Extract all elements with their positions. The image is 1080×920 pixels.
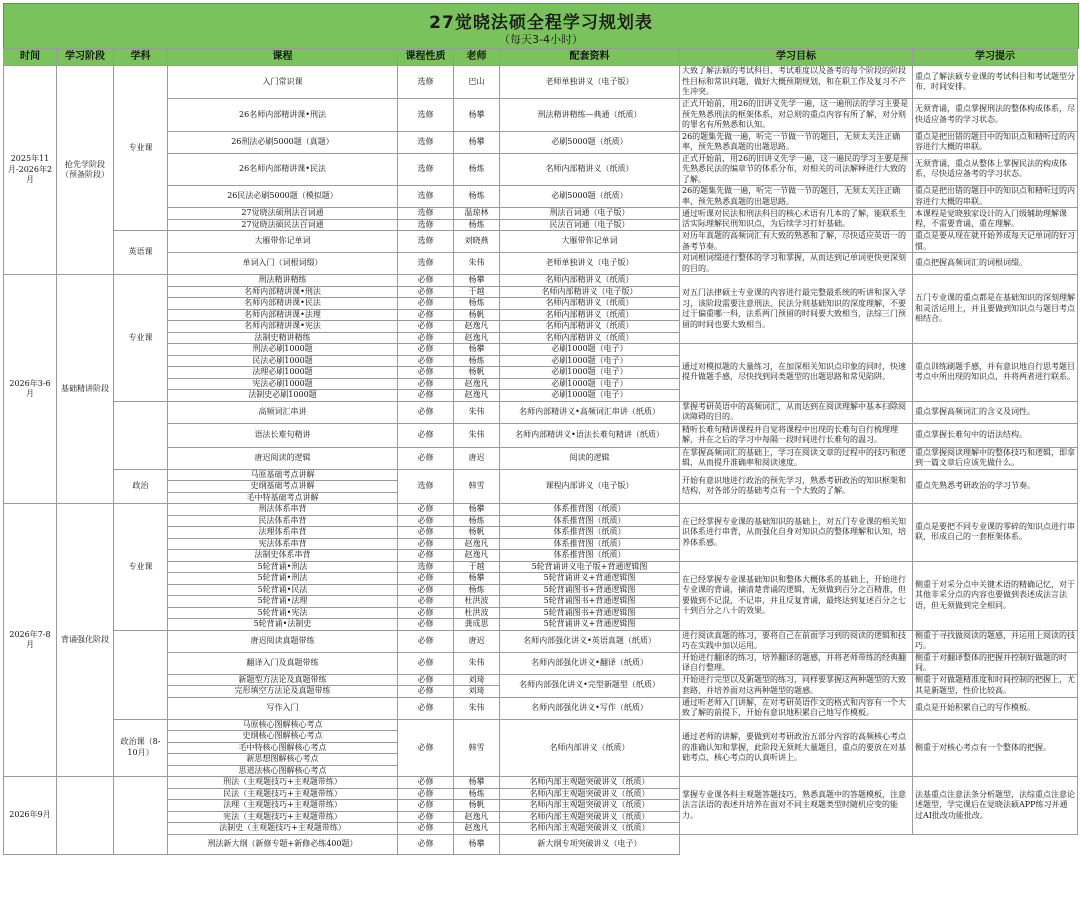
table-row <box>4 777 1078 789</box>
course-cell: 5轮背诵•刑法 <box>168 573 398 585</box>
table-row <box>4 275 1078 287</box>
goal-cell: 对五门法律硕士专业课的内容进行最完整最系统的听讲和深入学习，该阶段需要注意刑法、民法分则基础知识的深度理解，不要过于偏重哪一科，法系两门预留的时间要大致相当，法综三门预留的时间也要大致相当。 <box>680 275 913 344</box>
nature-cell: 必修 <box>398 401 454 423</box>
material-cell: 名师内部强化讲义•写作（纸质） <box>500 697 680 719</box>
course-cell: 刑法精讲精练 <box>168 275 398 287</box>
course-cell: 宪法（主观题技巧+主观题带练） <box>168 811 398 823</box>
nature-cell: 选修 <box>398 561 454 573</box>
material-cell: 名师内部精讲义•语法长难句精讲（纸质） <box>500 423 680 447</box>
tip-cell: 重点把握高频词汇的词根词缀。 <box>913 253 1078 275</box>
course-cell: 入门常识课 <box>168 66 398 99</box>
phase-stage-cell: 抢先学阶段（预备阶段） <box>57 66 114 275</box>
course-cell: 刑法（主观题技巧+主观题带练） <box>168 777 398 789</box>
goal-cell: 在已经掌握专业课的基础知识的基础上，对五门专业课的相关知识体系进行串背，从而强化自身对知识点的整体理解和认知，培养体系感。 <box>680 504 913 562</box>
nature-cell: 必修 <box>398 834 454 854</box>
course-cell: 宪法体系串背 <box>168 538 398 550</box>
teacher-cell: 杨攀 <box>454 344 500 356</box>
teacher-cell: 温琼林 <box>454 208 500 220</box>
material-cell: 必刷1000题（电子） <box>500 355 680 367</box>
goal-cell: 对历年真题的高频词汇有大致的熟悉和了解，尽快适应英语一的备考节奏。 <box>680 231 913 253</box>
teacher-cell: 杨攀 <box>454 777 500 789</box>
page-header <box>3 3 1079 49</box>
material-cell: 名师内部主观题突破讲义（纸质） <box>500 788 680 800</box>
nature-cell: 必修 <box>398 777 454 789</box>
course-cell: 名师内部精讲课•民法 <box>168 298 398 310</box>
tip-cell: 重点了解法硕专业课的考试科目和考试题型分布、时间安排。 <box>913 66 1078 99</box>
nature-cell: 必修 <box>398 674 454 686</box>
material-cell: 民法百词通（电子版） <box>500 219 680 231</box>
tip-cell: 侧重于寻找做阅读的题感，并运用上阅读的技巧。 <box>913 630 1078 652</box>
nature-cell: 必修 <box>398 630 454 652</box>
subject-cell: 政治课（8-10月） <box>114 719 168 777</box>
nature-cell: 必修 <box>398 515 454 527</box>
nature-cell: 必修 <box>398 607 454 619</box>
nature-cell: 必修 <box>398 367 454 379</box>
material-cell: 名师内部主观题突破讲义（纸质） <box>500 823 680 835</box>
teacher-cell: 唐迟 <box>454 447 500 469</box>
teacher-cell: 刘琦 <box>454 686 500 698</box>
tip-cell: 重点先熟悉考研政治的学习节奏。 <box>913 469 1078 504</box>
course-cell: 法制史体系串背 <box>168 550 398 562</box>
course-cell: 唐迟阅读真题带练 <box>168 630 398 652</box>
course-cell: 5轮背诵•刑法 <box>168 561 398 573</box>
teacher-cell: 赵逸凡 <box>454 378 500 390</box>
teacher-cell: 赵逸凡 <box>454 823 500 835</box>
nature-cell: 必修 <box>398 686 454 698</box>
course-cell: 27觉晓法硕民法百词通 <box>168 219 398 231</box>
goal-cell: 通过老师的讲解，要做到对考研政治五部分内容的高频核心考点的准确认知和掌握，此阶段无须耗大量题目，重点的要放在对基础考点、核心考点的认真听讲上。 <box>680 719 913 777</box>
tip-cell: 五门专业课的重点都是在基础知识的深刻理解和灵活运用上，并且要做到知识点与题目考点相结合。 <box>913 275 1078 344</box>
subject-cell: 英语课 <box>114 231 168 275</box>
course-cell: 5轮背诵•法理 <box>168 596 398 608</box>
goal-cell: 26的题集先做一遍，听完一节做一节的题目，无须太关注正确率，预先熟悉真题的出题思路。 <box>680 131 913 153</box>
course-cell: 毛中特基础考点讲解 <box>168 492 398 504</box>
nature-cell: 必修 <box>398 527 454 539</box>
goal-cell: 进行阅读真题的练习，要将自己在前面学习到的阅读的逻辑和技巧在实践中加以运用。 <box>680 630 913 652</box>
teacher-cell: 巴山 <box>454 66 500 99</box>
teacher-cell: 杨攀 <box>454 131 500 153</box>
column-header-course: 课程 <box>168 49 398 66</box>
material-cell: 必刷5000题（纸质） <box>500 186 680 208</box>
course-cell: 单词入门（词根词缀） <box>168 253 398 275</box>
subject-cell <box>114 777 168 855</box>
teacher-cell: 杜洪波 <box>454 596 500 608</box>
material-cell: 5轮背诵图书+背通逻辑图 <box>500 596 680 608</box>
course-cell: 5轮背诵•民法 <box>168 584 398 596</box>
material-cell: 名师内部主观题突破讲义（纸质） <box>500 777 680 789</box>
goal-cell: 通过听老师入门讲解，在对考研英语作文的格式和内容有一个大致了解的前提下，开始有意识地积累自己地写作模板。 <box>680 697 913 719</box>
material-cell: 名师内部精讲义（纸质） <box>500 321 680 333</box>
course-cell: 宪法必刷1000题 <box>168 378 398 390</box>
nature-cell: 必修 <box>398 309 454 321</box>
nature-cell: 选修 <box>398 208 454 220</box>
nature-cell: 必修 <box>398 584 454 596</box>
material-cell: 体系推背图（纸质） <box>500 504 680 516</box>
material-cell: 名师内部精讲义（纸质） <box>500 275 680 287</box>
table-row <box>4 630 1078 652</box>
teacher-cell: 杨帆 <box>454 527 500 539</box>
nature-cell: 必修 <box>398 378 454 390</box>
course-cell: 马原基础考点讲解 <box>168 469 398 481</box>
subject-cell: 政治 <box>114 469 168 504</box>
teacher-cell: 赵逸凡 <box>454 390 500 402</box>
tip-cell: 侧重于对做题精准度和时间控制的把握上，尤其是新题型，性价比较高。 <box>913 674 1078 697</box>
course-cell: 名师内部精讲课•宪法 <box>168 321 398 333</box>
course-cell: 写作入门 <box>168 697 398 719</box>
nature-cell: 必修 <box>398 423 454 447</box>
course-cell: 名师内部精讲课•法理 <box>168 309 398 321</box>
course-cell: 26刑法必刷5000题（真题） <box>168 131 398 153</box>
column-header-time: 时间 <box>4 49 57 66</box>
nature-cell: 必修 <box>398 596 454 608</box>
nature-cell: 必修 <box>398 275 454 287</box>
material-cell: 名师内部精讲义（纸质） <box>500 153 680 186</box>
tip-cell: 侧重于对核心考点有一个整体的把握。 <box>913 719 1078 777</box>
column-header-stage: 学习阶段 <box>57 49 114 66</box>
table-row <box>4 719 1078 731</box>
tip-cell: 本课程是觉晓独家设计的入门级辅助理解课程，不需要背诵，重在理解。 <box>913 208 1078 231</box>
material-cell: 名师内部精讲义（电子版） <box>500 286 680 298</box>
goal-cell: 掌握考研英语中的高频词汇，从而达到在阅读理解中基本扫除阅读障碍的目的。 <box>680 401 913 423</box>
nature-cell: 选修 <box>398 253 454 275</box>
course-cell: 名师内部精讲课•刑法 <box>168 286 398 298</box>
course-cell: 大雁带你记单词 <box>168 231 398 253</box>
material-cell: 体系推背图（纸质） <box>500 550 680 562</box>
course-cell: 26名师内部精讲课•刑法 <box>168 99 398 132</box>
material-cell: 5轮背诵讲义+背通逻辑图 <box>500 619 680 631</box>
goal-cell: 26的题集先做一遍，听完一节做一节的题目，无须太关注正确率，预先熟悉真题的出题思路。 <box>680 186 913 208</box>
course-cell: 语法长难句精讲 <box>168 423 398 447</box>
tip-cell: 重点是要从现在就开始养成每天记单词的好习惯。 <box>913 231 1078 253</box>
goal-cell: 在掌握高频词汇的基础上，学习在阅读文章的过程中的技巧和逻辑，从而提升准确率和阅读速度。 <box>680 447 913 469</box>
table-row <box>4 469 1078 481</box>
course-cell: 法制史（主观题技巧+主观题带练） <box>168 823 398 835</box>
nature-cell: 选修 <box>398 153 454 186</box>
course-cell: 5轮背诵•法制史 <box>168 619 398 631</box>
column-header-subject: 学科 <box>114 49 168 66</box>
teacher-cell: 朱伟 <box>454 401 500 423</box>
course-cell: 史纲核心图解核心考点 <box>168 731 398 743</box>
material-cell: 5轮背诵讲义电子版+背通逻辑图 <box>500 561 680 573</box>
teacher-cell: 杨炼 <box>454 186 500 208</box>
course-cell: 民法（主观题技巧+主观题带练） <box>168 788 398 800</box>
course-cell: 26名师内部精讲课•民法 <box>168 153 398 186</box>
nature-cell: 必修 <box>398 321 454 333</box>
tip-cell: 重点是把出错的题目中的知识点和精听过的内容进行大概的串联。 <box>913 131 1078 153</box>
goal-cell: 开始进行翻译的练习，培养翻译的题感，并将老师带练的经典翻译自行整理。 <box>680 652 913 674</box>
nature-cell: 选修 <box>398 219 454 231</box>
teacher-cell: 杨攀 <box>454 99 500 132</box>
goal-cell: 正式开始前，用26的旧讲义先学一遍，这一遍民的学习主要是预先熟悉民法的编章节的体系分布，对相关的司法解释进行大致的了解。 <box>680 153 913 186</box>
phase-stage-cell: 背诵强化阶段 <box>57 504 114 777</box>
phase-time-cell: 2025年11月-2026年2月 <box>4 66 57 275</box>
goal-cell: 精听长难句精讲课程并自觉将课程中出现的长难句自行梳理理解，并在之后的学习中每隔一段时间进行长难句的温习。 <box>680 423 913 447</box>
course-cell: 马原核心图解核心考点 <box>168 719 398 731</box>
teacher-cell: 朱伟 <box>454 697 500 719</box>
nature-cell: 必修 <box>398 823 454 835</box>
material-cell: 必刷5000题（纸质） <box>500 131 680 153</box>
column-header-nature: 课程性质 <box>398 49 454 66</box>
tip-cell: 法基重点注意法条分析题型，法综重点注意论述题型，学完课后在觉晓法硕APP练习并通过AI批改功能批改。 <box>913 777 1078 835</box>
material-cell: 必刷1000题（电子） <box>500 390 680 402</box>
nature-cell: 必修 <box>398 573 454 585</box>
teacher-cell: 杨攀 <box>454 573 500 585</box>
teacher-cell: 赵逸凡 <box>454 811 500 823</box>
page-subtitle: （每天3-4小时） <box>499 33 583 46</box>
teacher-cell: 赵逸凡 <box>454 538 500 550</box>
teacher-cell: 赵逸凡 <box>454 332 500 344</box>
course-cell: 新题型方法论及真题带练 <box>168 674 398 686</box>
course-cell: 高频词汇串讲 <box>168 401 398 423</box>
nature-cell: 必修 <box>398 652 454 674</box>
tip-cell: 无须背诵，重点从整体上掌握民法的构成体系，尽快适应备考的学习状态。 <box>913 153 1078 186</box>
table-row <box>4 231 1078 253</box>
goal-cell: 在已经掌握专业课基础知识和整体大概体系的基础上，开始进行专业课的背诵，摘清楚背诵的逻辑，无须做到百分之百精准，但要做到不记混，不记串，并且反复背诵，最终达到复述百分之七十到百分之八十的效果。 <box>680 561 913 630</box>
tip-cell: 侧重于对翻译整体的把握并控制好做题的时间。 <box>913 652 1078 674</box>
teacher-cell: 龚成思 <box>454 619 500 631</box>
material-cell: 5轮背诵讲义+背通逻辑图 <box>500 573 680 585</box>
course-cell: 史纲基础考点讲解 <box>168 481 398 493</box>
material-cell: 名师内部精讲义•高频词汇串讲（纸质） <box>500 401 680 423</box>
tip-cell: 无须背诵，重点掌握刑法的整体构成体系，尽快适应备考的学习状态。 <box>913 99 1078 132</box>
teacher-cell: 杨炼 <box>454 355 500 367</box>
teacher-cell: 韩雪 <box>454 719 500 777</box>
subject-cell: 专业课 <box>114 275 168 402</box>
tip-cell: 重点掌握阅读理解中的整体技巧和逻辑，即拿到一篇文章后应该先做什么。 <box>913 447 1078 469</box>
material-cell: 老师单独讲义（电子版） <box>500 66 680 99</box>
phase-stage-cell <box>57 777 114 855</box>
teacher-cell: 杨炼 <box>454 788 500 800</box>
material-cell: 名师内部精讲义（纸质） <box>500 332 680 344</box>
table-row <box>4 401 1078 423</box>
tip-cell: 重点掌握高频词汇的含义及词性。 <box>913 401 1078 423</box>
material-cell: 必刷1000题（电子） <box>500 367 680 379</box>
study-plan-table <box>3 48 1078 855</box>
teacher-cell: 杨攀 <box>454 275 500 287</box>
goal-cell: 开始有意识地进行政治的预先学习，熟悉考研政治的知识框架和结构，对各部分的基础考点有一个大致的了解。 <box>680 469 913 504</box>
subject-cell <box>114 630 168 719</box>
page-title: 27觉晓法硕全程学习规划表 <box>429 13 653 33</box>
course-cell: 法制史精讲精练 <box>168 332 398 344</box>
course-cell: 唐迟阅读的逻辑 <box>168 447 398 469</box>
course-cell: 26民法必刷5000题（模拟题） <box>168 186 398 208</box>
goal-cell: 掌握专业课各科主观题答题技巧，熟悉真题中的答题模板，注意法言法语的表述并培养在面对不同主观题类型时随机应变的能力。 <box>680 777 913 835</box>
phase-stage-cell: 基础精讲阶段 <box>57 275 114 504</box>
course-cell: 毛中特核心图解核心考点 <box>168 742 398 754</box>
material-cell: 大雁带你记单词 <box>500 231 680 253</box>
nature-cell: 必修 <box>398 286 454 298</box>
nature-cell: 必修 <box>398 550 454 562</box>
teacher-cell: 杨帆 <box>454 800 500 812</box>
teacher-cell: 唐迟 <box>454 630 500 652</box>
material-cell: 体系推背图（纸质） <box>500 538 680 550</box>
nature-cell: 必修 <box>398 800 454 812</box>
goal-cell: 通过对模拟题的大量练习，在加深相关知识点印象的同时，快速提升做题手感，尽快找到同类题型的出题思路和常见陷阱。 <box>680 344 913 402</box>
course-cell: 民法体系串背 <box>168 515 398 527</box>
goal-cell: 正式开始前，用26的旧讲义先学一遍，这一遍刑法的学习主要是预先熟悉刑法的框架体系，对总则的重点内容有所了解，对分则的罪名有所熟悉和认知。 <box>680 99 913 132</box>
nature-cell: 必修 <box>398 298 454 310</box>
column-header-material: 配套资料 <box>500 49 680 66</box>
material-cell: 5轮背诵图书+背通逻辑图 <box>500 584 680 596</box>
tip-cell: 侧重于对采分点中关键术语的精确记忆，对于其他非采分点的内容也要做到表述成法言法语，但无须做到完全相同。 <box>913 561 1078 630</box>
nature-cell: 必修 <box>398 619 454 631</box>
phase-time-cell: 2026年7-8月 <box>4 504 57 777</box>
material-cell: 体系推背图（纸质） <box>500 515 680 527</box>
course-cell: 5轮背诵•宪法 <box>168 607 398 619</box>
tip-cell: 重点训练刷题手感，并有意识地自行思考题目考点中所出现的知识点，并将两者进行联系。 <box>913 344 1078 402</box>
teacher-cell: 杨帆 <box>454 367 500 379</box>
teacher-cell: 杨炼 <box>454 584 500 596</box>
teacher-cell: 杨炼 <box>454 515 500 527</box>
nature-cell: 选修 <box>398 99 454 132</box>
material-cell: 体系推背图（纸质） <box>500 527 680 539</box>
teacher-cell: 杨攀 <box>454 504 500 516</box>
tip-cell: 重点掌握长难句中的语法结构。 <box>913 423 1078 447</box>
nature-cell: 选修 <box>398 131 454 153</box>
material-cell: 名师内部强化讲义•完型新题型（纸质） <box>500 674 680 697</box>
teacher-cell: 朱伟 <box>454 253 500 275</box>
teacher-cell: 赵逸凡 <box>454 321 500 333</box>
material-cell: 名师内部主观题突破讲义（纸质） <box>500 811 680 823</box>
course-cell: 法制史必刷1000题 <box>168 390 398 402</box>
nature-cell: 必修 <box>398 332 454 344</box>
course-cell: 法理体系串背 <box>168 527 398 539</box>
subject-cell: 专业课 <box>114 504 168 631</box>
material-cell: 刑法百词通（电子版） <box>500 208 680 220</box>
material-cell: 老师单独讲义（电子版） <box>500 253 680 275</box>
course-cell: 完形填空方法论及真题带练 <box>168 686 398 698</box>
material-cell: 名师内部主观题突破讲义（纸质） <box>500 800 680 812</box>
tip-cell: 重点是开始积累自己的写作模板。 <box>913 697 1078 719</box>
column-header-teacher: 老师 <box>454 49 500 66</box>
material-cell: 名师内部精讲义（纸质） <box>500 298 680 310</box>
column-header-tip: 学习提示 <box>913 49 1078 66</box>
course-cell: 法理（主观题技巧+主观题带练） <box>168 800 398 812</box>
course-cell: 27觉晓法硕刑法百词通 <box>168 208 398 220</box>
teacher-cell: 杜洪波 <box>454 607 500 619</box>
nature-cell: 必修 <box>398 344 454 356</box>
course-cell: 翻译入门及真题带练 <box>168 652 398 674</box>
material-cell: 5轮背诵图书+背通逻辑图 <box>500 607 680 619</box>
nature-cell: 必修 <box>398 504 454 516</box>
material-cell: 课程内部讲义（电子版） <box>500 469 680 504</box>
goal-cell: 开始进行完型以及新题型的练习，同样要掌握这两种题型的大致套路，并培养面对这两种题型的题感。 <box>680 674 913 697</box>
subject-cell <box>114 401 168 469</box>
phase-time-cell: 2026年3-6月 <box>4 275 57 504</box>
teacher-cell: 杨攀 <box>454 834 500 854</box>
teacher-cell: 杨炼 <box>454 298 500 310</box>
nature-cell: 必修 <box>398 719 454 777</box>
goal-cell: 对词根词缀进行整体的学习和掌握，从而达到记单词更快更深刻的目的。 <box>680 253 913 275</box>
subject-cell: 专业课 <box>114 66 168 231</box>
nature-cell: 必修 <box>398 447 454 469</box>
course-cell: 思道法核心图解核心考点 <box>168 765 398 777</box>
teacher-cell: 赵逸凡 <box>454 550 500 562</box>
teacher-cell: 杨炼 <box>454 219 500 231</box>
nature-cell: 选修 <box>398 231 454 253</box>
course-cell: 民法必刷1000题 <box>168 355 398 367</box>
teacher-cell: 韩雪 <box>454 469 500 504</box>
table-row <box>4 66 1078 99</box>
nature-cell: 必修 <box>398 811 454 823</box>
material-cell: 名师内部讲义（纸质） <box>500 719 680 777</box>
nature-cell: 必修 <box>398 788 454 800</box>
material-cell: 阅读的逻辑 <box>500 447 680 469</box>
course-cell: 刑法必刷1000题 <box>168 344 398 356</box>
teacher-cell: 于越 <box>454 286 500 298</box>
nature-cell: 必修 <box>398 538 454 550</box>
phase-time-cell: 2026年9月 <box>4 777 57 855</box>
nature-cell: 选修 <box>398 469 454 504</box>
course-cell: 刑法体系串背 <box>168 504 398 516</box>
nature-cell: 必修 <box>398 697 454 719</box>
course-cell: 刑法新大纲（新修专题+新修必练400题） <box>168 834 398 854</box>
goal-cell: 大致了解法硕的考试科目、考试难度以及备考的每个阶段的阶段性目标和常识问题，做好大概预期规划，和在职工作及复习不产生冲突。 <box>680 66 913 99</box>
course-cell: 法理必刷1000题 <box>168 367 398 379</box>
tip-cell: 重点是要把不同专业课的零碎的知识点进行串联，形成自己的一套框架体系。 <box>913 504 1078 562</box>
teacher-cell: 刘琦 <box>454 674 500 686</box>
table-header-row <box>4 49 1078 66</box>
material-cell: 必刷1000题（电子） <box>500 344 680 356</box>
teacher-cell: 杨炼 <box>454 153 500 186</box>
teacher-cell: 刘晓燕 <box>454 231 500 253</box>
column-header-goal: 学习目标 <box>680 49 913 66</box>
goal-cell: 通过听课对民法和刑法科目的核心术语有几本的了解，能联系生活实际理解民刑知识点，为后续学习打好基础。 <box>680 208 913 231</box>
tip-cell: 重点是把出错的题目中的知识点和精听过的内容进行大概的串联。 <box>913 186 1078 208</box>
nature-cell: 选修 <box>398 186 454 208</box>
material-cell: 新大纲专项突破讲义（电子） <box>500 834 680 854</box>
nature-cell: 必修 <box>398 390 454 402</box>
material-cell: 必刷1000题（电子） <box>500 378 680 390</box>
material-cell: 名师内部强化讲义•英语真题（纸质） <box>500 630 680 652</box>
nature-cell: 选修 <box>398 66 454 99</box>
material-cell: 名师内部精讲义（纸质） <box>500 309 680 321</box>
teacher-cell: 朱伟 <box>454 652 500 674</box>
teacher-cell: 杨帆 <box>454 309 500 321</box>
material-cell: 名师内部强化讲义•翻译（纸质） <box>500 652 680 674</box>
teacher-cell: 朱伟 <box>454 423 500 447</box>
nature-cell: 必修 <box>398 355 454 367</box>
teacher-cell: 于越 <box>454 561 500 573</box>
material-cell: 刑法精讲精练—典通（纸质） <box>500 99 680 132</box>
table-row <box>4 504 1078 516</box>
course-cell: 新思想图解核心考点 <box>168 754 398 766</box>
